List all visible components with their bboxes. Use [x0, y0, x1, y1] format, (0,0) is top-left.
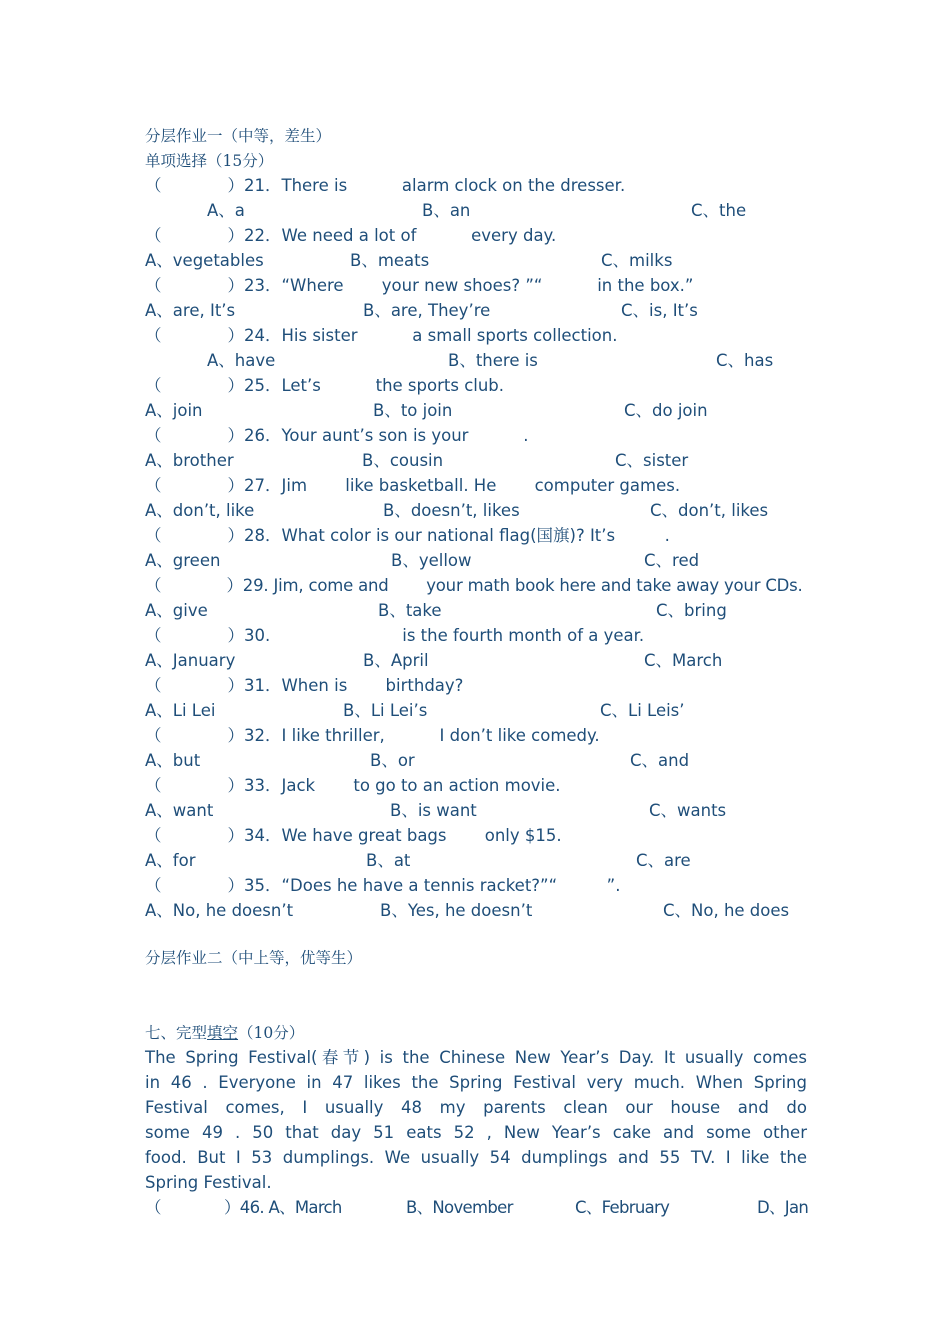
option-b: B、Li Lei’s: [343, 701, 428, 720]
question-text: （ ）27．Jim like basketball. He computer games.: [145, 476, 681, 495]
section-underlined: 填空: [207, 1024, 239, 1042]
question-text: （ ）22．We need a lot of every day.: [145, 226, 557, 245]
option-b: B、cousin: [362, 451, 444, 470]
option-c: C、wants: [649, 801, 727, 820]
option-c: C、February: [575, 1198, 670, 1217]
option-b: B、yellow: [391, 551, 472, 570]
option-b: B、at: [366, 851, 411, 870]
option-c: C、sister: [615, 451, 689, 470]
option-b: B、to join: [373, 401, 453, 420]
option-c: C、March: [644, 651, 723, 670]
passage-line: Festival comes, I usually 48 my parents clean our house and do: [145, 1098, 807, 1117]
option-b: B、Yes, he doesn’t: [380, 901, 533, 920]
options-row: [145, 249, 807, 273]
options-row: [145, 449, 807, 473]
option-a: A、vegetables: [145, 251, 264, 270]
question-text: （ ）28．What color is our national flag(国旗)? It’s .: [145, 526, 670, 545]
options-row: [145, 849, 807, 873]
section-suffix: （10分）: [238, 1024, 305, 1042]
question-text: （ ）35．“Does he have a tennis racket?”“ ”.: [145, 876, 621, 895]
question-text: （ ）25．Let’s the sports club.: [145, 376, 505, 395]
passage-line: food. But I 53 dumplings. We usually 54 dumplings and 55 TV. I like the: [145, 1148, 807, 1167]
options-row: [145, 749, 807, 773]
options-row: [145, 299, 807, 323]
option-a: A、January: [145, 651, 236, 670]
question-text: （ ）21．There is alarm clock on the dresser.: [145, 176, 626, 195]
question-text: （ ）33．Jack to go to an action movie.: [145, 776, 561, 795]
option-b: B、November: [406, 1198, 513, 1217]
option-d: D、Jan: [757, 1198, 809, 1217]
passage-line: some 49 . 50 that day 51 eats 52 , New Year’s cake and some other: [145, 1123, 807, 1142]
option-a: A、have: [207, 351, 276, 370]
options-row: [145, 349, 807, 373]
option-a: A、green: [145, 551, 221, 570]
question-text: （ ）30. is the fourth month of a year.: [145, 626, 645, 645]
section-title-cloze: [145, 1021, 807, 1045]
option-b: B、is want: [390, 801, 477, 820]
option-a: A、brother: [145, 451, 234, 470]
option-b: B、an: [422, 201, 471, 220]
question-text: （ ）23．“Where your new shoes? ”“ in the box.”: [145, 276, 694, 295]
option-a: A、give: [145, 601, 208, 620]
option-a: A、are, It’s: [145, 301, 236, 320]
question-46-option-a: （ ）46. A、March: [145, 1198, 342, 1217]
part1-heading: 分层作业一（中等，差生）: [145, 127, 332, 145]
option-c: C、red: [644, 551, 700, 570]
option-c: C、milks: [601, 251, 673, 270]
option-b: B、or: [370, 751, 415, 770]
options-row: [145, 699, 807, 723]
option-b: B、are, They’re: [363, 301, 491, 320]
option-c: C、don’t, likes: [650, 501, 769, 520]
options-row: [145, 549, 807, 573]
option-a: A、join: [145, 401, 203, 420]
question-text: （ ）34．We have great bags only $15.: [145, 826, 562, 845]
option-a: A、but: [145, 751, 201, 770]
part2-heading: 分层作业二（中上等，优等生）: [145, 949, 363, 967]
option-c: C、do join: [624, 401, 708, 420]
option-c: C、bring: [656, 601, 727, 620]
question-text: （ ）32．I like thriller, I don’t like comedy.: [145, 726, 600, 745]
passage-line: The Spring Festival(春节) is the Chinese New Year’s Day. It usually comes: [145, 1048, 807, 1067]
options-row: [145, 399, 807, 423]
options-row: [145, 499, 807, 523]
option-b: B、April: [363, 651, 429, 670]
question-text: （ ）29. Jim, come and your math book here and take away your CDs.: [145, 576, 803, 595]
option-a: A、No, he doesn’t: [145, 901, 294, 920]
option-b: B、there is: [448, 351, 538, 370]
options-row: [145, 649, 807, 673]
option-a: A、don’t, like: [145, 501, 255, 520]
section-prefix: 七、完型: [145, 1024, 208, 1042]
passage-line-last: Spring Festival.: [145, 1173, 272, 1192]
option-b: B、meats: [350, 251, 430, 270]
option-b: B、doesn’t, likes: [383, 501, 520, 520]
option-c: C、has: [716, 351, 774, 370]
question-text: （ ）24．His sister a small sports collection.: [145, 326, 618, 345]
option-a: A、Li Lei: [145, 701, 216, 720]
option-b: B、take: [378, 601, 442, 620]
question-46-row: [145, 1196, 807, 1220]
option-c: C、Li Leis’: [600, 701, 685, 720]
options-row: [145, 899, 807, 923]
option-c: C、are: [636, 851, 691, 870]
section-title-single-choice: 单项选择（15分）: [145, 152, 274, 170]
option-a: A、for: [145, 851, 196, 870]
option-a: A、want: [145, 801, 214, 820]
options-row: [145, 599, 807, 623]
passage-line: in 46 . Everyone in 47 likes the Spring Festival very much. When Spring: [145, 1073, 807, 1092]
question-text: （ ）31．When is birthday?: [145, 676, 464, 695]
option-c: C、is, It’s: [621, 301, 698, 320]
question-text: （ ）26．Your aunt’s son is your .: [145, 426, 529, 445]
option-c: C、and: [630, 751, 690, 770]
option-a: A、a: [207, 201, 245, 220]
options-row: [145, 799, 807, 823]
option-c: C、the: [691, 201, 747, 220]
option-c: C、No, he does: [663, 901, 790, 920]
options-row: [145, 199, 807, 223]
